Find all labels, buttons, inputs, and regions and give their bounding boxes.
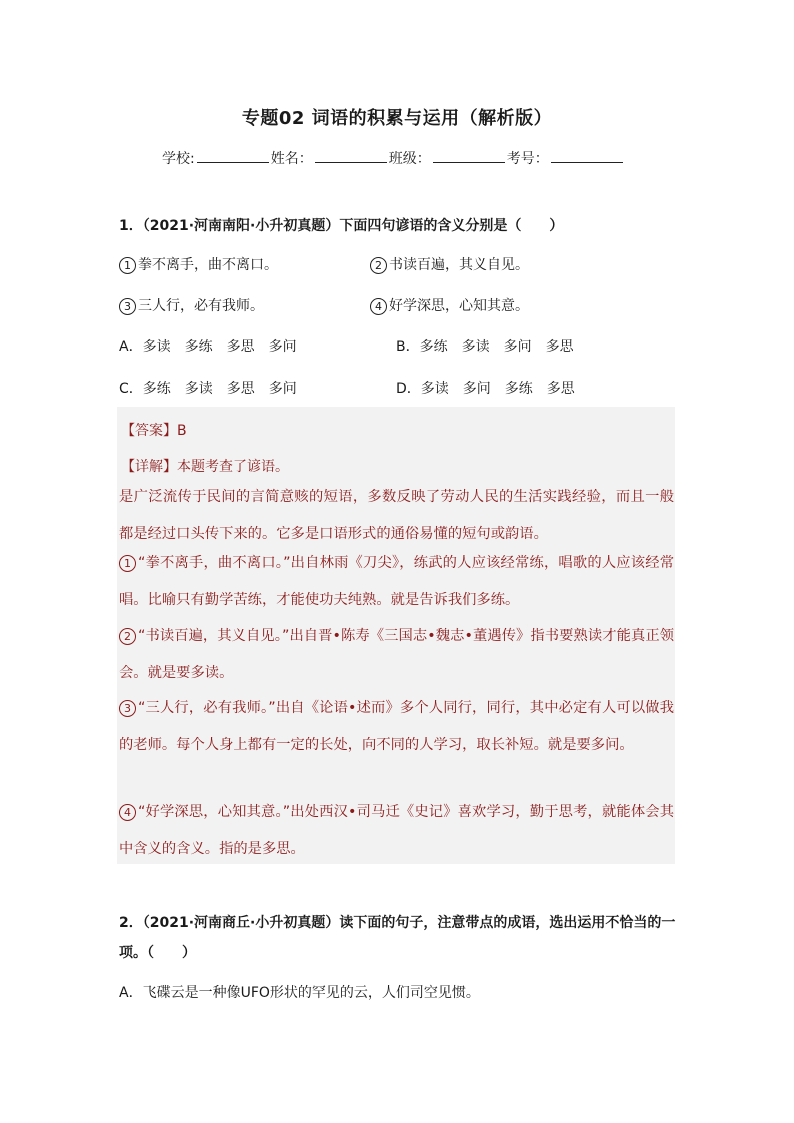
proverb-text: 拳不离手，曲不离口。 (138, 257, 278, 273)
explanation-2 (119, 618, 674, 692)
proverb-4 (370, 295, 529, 315)
proverb-3 (119, 295, 264, 315)
explanation-text: “拳不离手，曲不离口。”出自林雨《刀尖》，练武的人应该经常练，唱歌的人应该经常唱。比喻只有勤学苦练，才能使功夫纯熟。就是告诉我们多练。 (119, 555, 674, 608)
number-blank[interactable] (551, 148, 623, 163)
explanation-4 (119, 794, 674, 868)
detail-line (121, 456, 289, 476)
proverb-1 (119, 254, 278, 274)
circled-number: 2 (370, 257, 387, 274)
question-1-heading: 1．（2021·河南南阳·小升初真题）下面四句谚语的含义分别是（ ） (119, 218, 564, 234)
explanation-text: “好学深思，心知其意。”出处西汉•司马迁《史记》喜欢学习，勤于思考，就能体会其中含义的含义。指的是多思。 (119, 804, 674, 857)
circled-number: 2 (119, 628, 136, 645)
circled-number: 4 (119, 804, 136, 821)
explanation-intro: 是广泛流传于民间的言简意赅的短语，多数反映了劳动人民的生活实践经验，而且一般都是经过口头传下来的。它多是口语形式的通俗易懂的短句或韵语。 (119, 489, 674, 542)
name-label: 姓名： (270, 151, 313, 167)
proverb-text: 三人行，必有我师。 (138, 298, 264, 314)
option-c[interactable]: C．多练 多读 多思 多问 (119, 381, 297, 397)
detail-label: 【详解】 (121, 459, 177, 475)
circled-number: 3 (119, 298, 136, 315)
circled-number: 4 (370, 298, 387, 315)
detail-text: 本题考查了谚语。 (177, 459, 289, 475)
proverb-text: 好学深思，心知其意。 (389, 298, 529, 314)
name-blank[interactable] (315, 148, 387, 163)
answer-line: 【答案】B (121, 423, 187, 439)
circled-number: 3 (119, 700, 136, 717)
page-title: 专题02 词语的积累与运用（解析版） (241, 108, 553, 129)
q2-option-a[interactable]: A．飞碟云是一种像UFO形状的罕见的云，人们司空见惯。 (119, 985, 480, 1001)
number-label: 考号： (506, 151, 549, 167)
option-d[interactable]: D．多读 多问 多练 多思 (396, 381, 575, 397)
class-blank[interactable] (433, 148, 505, 163)
explanation-1 (119, 545, 674, 619)
option-b[interactable]: B．多练 多读 多问 多思 (396, 339, 574, 355)
school-blank[interactable] (197, 148, 269, 163)
proverb-text: 书读百遍，其义自见。 (389, 257, 529, 273)
circled-number: 1 (119, 555, 136, 572)
proverb-2 (370, 254, 529, 274)
school-label: 学校: (162, 151, 195, 167)
class-label: 班级： (388, 151, 431, 167)
explanation-text: “三人行，必有我师。”出自《论语•述而》多个人同行，同行，其中必定有人可以做我的老师。每个人身上都有一定的长处，向不同的人学习，取长补短。就是要多问。 (119, 700, 674, 753)
option-a[interactable]: A．多读 多练 多思 多问 (119, 339, 297, 355)
explanation-text: “书读百遍，其义自见。”出自晋•陈寿《三国志•魏志•董遇传》指书要熟读才能真正领会。就是要多读。 (119, 628, 674, 681)
question-2-heading: 2．（2021·河南商丘·小升初真题）读下面的句子，注意带点的成语，选出运用不恰当的一项。（ ） (119, 915, 676, 961)
explanation-3 (119, 690, 674, 764)
circled-number: 1 (119, 257, 136, 274)
student-info-line (162, 148, 625, 168)
